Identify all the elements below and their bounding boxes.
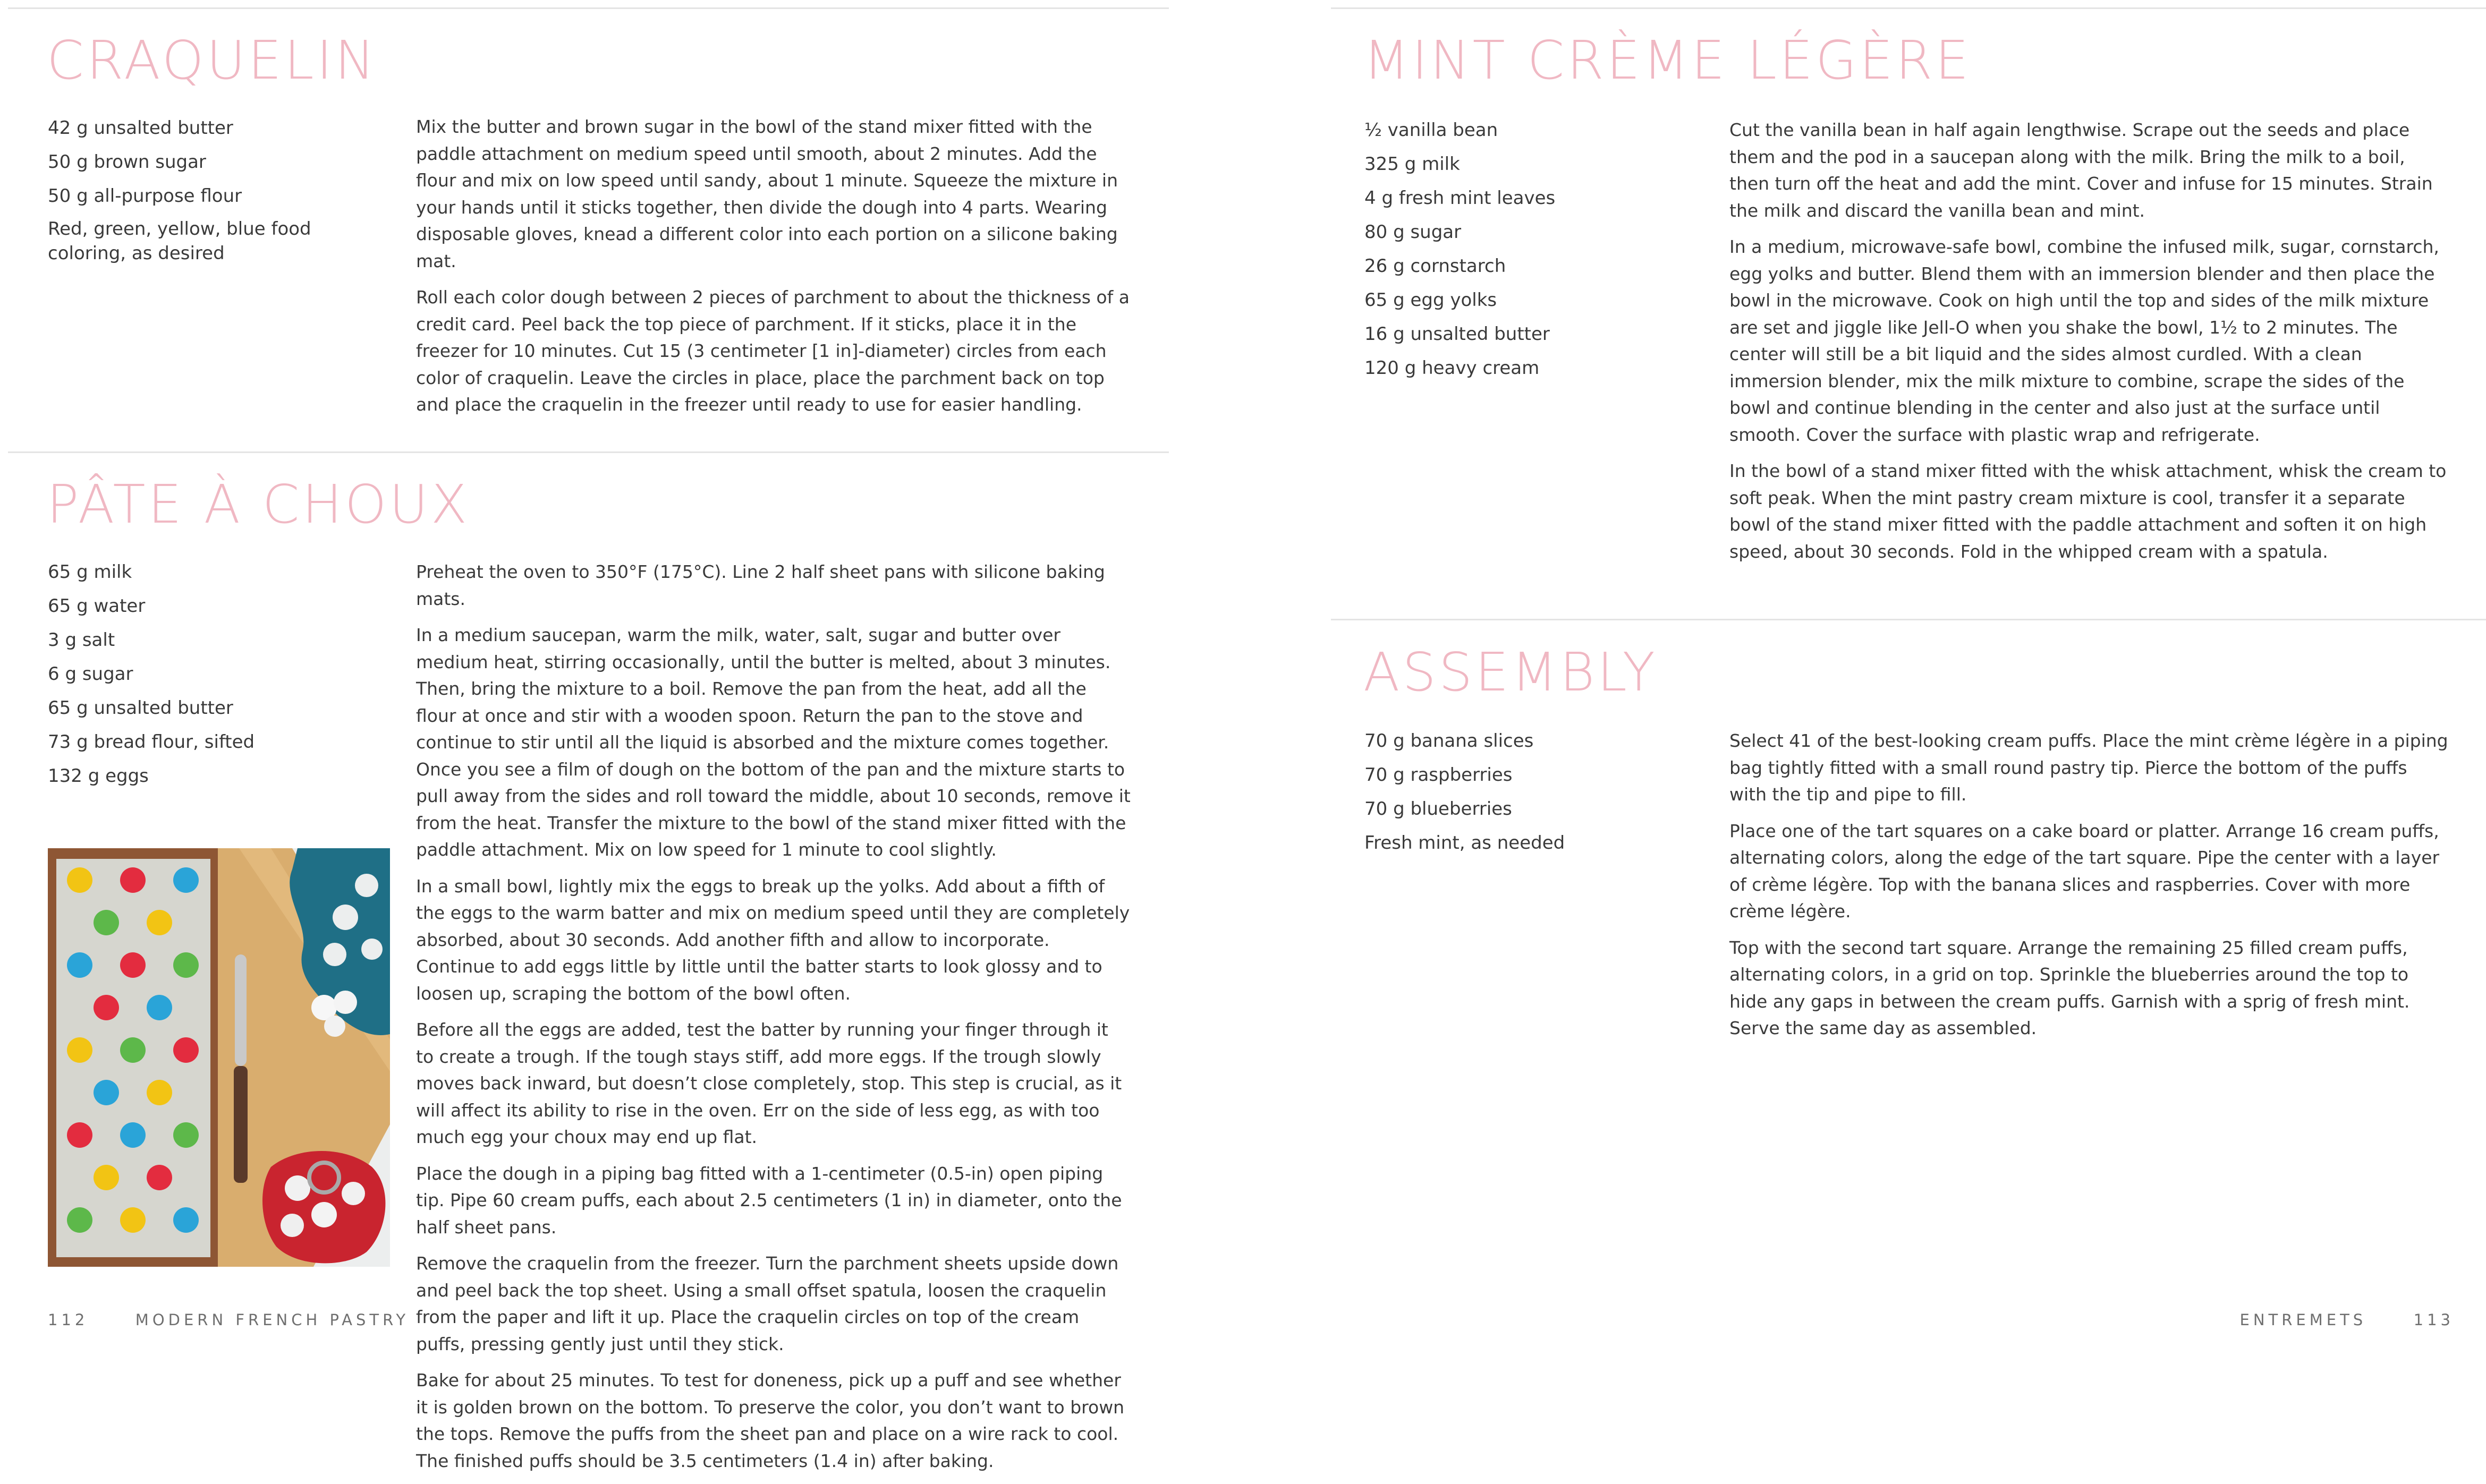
right-folio: [2240, 1311, 2454, 1329]
craquelin-method: [416, 114, 1131, 428]
photo-icon: [48, 848, 390, 1267]
method-paragraph: Place one of the tart squares on a cake board or platter. Arrange 16 cream puffs, alternating colors, along the edge of the tart square. Pipe the center with a layer of crème légère. Top with the banana slices and raspberries. Cover with more crème légère.: [1729, 820, 2440, 922]
method-paragraph: Mix the butter and brown sugar in the bowl of the stand mixer fitted with the paddle attachment on medium speed until smooth, about 2 minutes. Add the flour and mix on low speed until sandy, about 1 minute. Squeeze the mixture in your hands until it sticks together, then divide the dough into 4 parts. Wearing disposable gloves, knead a different color into each portion on a silicone baking mat.: [416, 116, 1118, 271]
ingredient-item: 4 g fresh mint leaves: [1364, 187, 1556, 209]
top-rule: [1331, 7, 2486, 9]
method-paragraph: Roll each color dough between 2 pieces of parchment to about the thickness of a credit card. Peel back the top piece of parchment. If it sticks, place it in the freezer for 10 minutes. Cut 15 (3 centimeter [1 in]-diameter) circles from each color of craquelin. Leave the circles in place, place the parchment back on top and place the craquelin in the freezer until ready to use for easier handling.: [416, 287, 1130, 415]
ingredient-item: 70 g blueberries: [1364, 798, 1512, 820]
right-page: [1323, 0, 2486, 1338]
method-paragraph: Top with the second tart square. Arrange the remaining 25 filled cream puffs, alternating colors, in a grid on top. Sprinkle the blueberries around the top to hide any gaps in between the cream puffs. Garnish with a sprig of fresh mint. Serve the same day as assembled.: [1729, 937, 2410, 1038]
ingredient-item: 50 g all-purpose flour: [48, 185, 242, 207]
ingredient-item: 65 g water: [48, 595, 146, 617]
ingredient-item: 42 g unsalted butter: [48, 117, 233, 139]
assembly-ingredients: [1364, 728, 1694, 864]
ingredient-item: 3 g salt: [48, 629, 115, 651]
ingredient-item: 132 g eggs: [48, 765, 149, 787]
mint-creme-legere-title: MINT CRÈME LÉGÈRE: [1363, 29, 1972, 91]
craquelin-title: CRAQUELIN: [47, 29, 378, 91]
ingredient-item: 65 g egg yolks: [1364, 289, 1497, 311]
mint-creme-method: [1729, 117, 2449, 575]
section-divider: [1331, 619, 2486, 620]
ingredient-item: 80 g sugar: [1364, 221, 1462, 243]
method-paragraph: Select 41 of the best-looking cream puffs. Place the mint crème légère in a piping bag tightly fitted with a small round pastry tip. Pierce the bottom of the puffs with the tip and pipe to fill.: [1729, 730, 2448, 805]
method-paragraph: In a medium, microwave-safe bowl, combine the infused milk, sugar, cornstarch, egg yolks and butter. Blend them with an immersion blender and then place the bowl in the microwave. Cook on high until the top and sides of the milk mixture are set and jiggle like Jell-O when you shake the bowl, 1½ to 2 minutes. The center will still be a bit liquid and the sides almost curdled. With a clean immersion blender, mix the milk mixture to combine, scrape the sides of the bowl and continue blending in the center and also just at the surface until smooth. Cover the surface with plastic wrap and refrigerate.: [1729, 236, 2439, 445]
ingredient-item: 70 g raspberries: [1364, 764, 1513, 786]
method-paragraph: Remove the craquelin from the freezer. Turn the parchment sheets upside down and peel back the top sheet. Using a small offset spatula, loosen the craquelin from the paper and lift it up. Place the craquelin circles on top of the cream puffs, pressing gently just until they stick.: [416, 1253, 1119, 1354]
left-page: [0, 0, 1195, 1471]
ingredient-item: 6 g sugar: [48, 663, 133, 685]
ingredient-item: 120 g heavy cream: [1364, 357, 1540, 379]
assembly-title: ASSEMBLY: [1363, 641, 1658, 703]
section-divider: [8, 451, 1169, 453]
assembly-method: [1729, 728, 2449, 1052]
method-paragraph: In a medium saucepan, warm the milk, water, salt, sugar and butter over medium heat, stirring occasionally, until the butter is melted, about 3 minutes. Then, bring the mixture to a boil. Remove the pan from the heat, add all the flour at once and stir with a wooden spoon. Return the pan to the stove and continue to stir until all the liquid is absorbed and the mixture comes together. Once you see a film of dough on the bottom of the pan and the mixture starts to pull away from the sides and roll toward the middle, about 10 seconds, remove it from the heat. Transfer the mixture to the bowl of the stand mixer fitted with the paddle attachment. Mix on low speed for 1 minute to cool slightly.: [416, 625, 1131, 860]
pate-a-choux-title: PÂTE À CHOUX: [47, 473, 470, 535]
ingredient-item: 26 g cornstarch: [1364, 255, 1506, 277]
pate-a-choux-ingredients: [48, 559, 377, 797]
page-number: 112: [48, 1311, 89, 1329]
method-paragraph: Bake for about 25 minutes. To test for doneness, pick up a puff and see whether it is golden brown on the bottom. To preserve the color, you don’t want to brown the tops. Remove the puffs from the sheet pan and place on a wire rack to cool. The finished puffs should be 3.5 centimeters (1.4 in) after baking.: [416, 1370, 1125, 1471]
ingredient-item: Red, green, yellow, blue food coloring, as desired: [48, 218, 311, 264]
ingredient-item: Fresh mint, as needed: [1364, 832, 1565, 854]
craquelin-ingredients: [48, 115, 377, 273]
section-name: ENTREMETS: [2239, 1311, 2367, 1329]
mint-creme-ingredients: [1364, 117, 1694, 389]
ingredient-item: 16 g unsalted butter: [1364, 323, 1550, 345]
ingredient-item: 65 g milk: [48, 561, 132, 583]
ingredient-item: 325 g milk: [1364, 153, 1460, 175]
method-paragraph: Place the dough in a piping bag fitted with a 1-centimeter (0.5-in) open piping tip. Pipe 60 cream puffs, each about 2.5 centimeters (1 in) in diameter, onto the half sheet pans.: [416, 1163, 1122, 1238]
method-paragraph: In a small bowl, lightly mix the eggs to break up the yolks. Add about a fifth of the eggs to the warm batter and mix on medium speed until they are completely absorbed, about 30 seconds. Add another fifth and allow to incorporate. Continue to add eggs little by little until the batter starts to look glossy and to loosen up, scraping the bottom of the bowl often.: [416, 875, 1130, 1004]
ingredient-item: 50 g brown sugar: [48, 151, 206, 173]
ingredient-item: 73 g bread flour, sifted: [48, 731, 255, 753]
method-paragraph: Preheat the oven to 350°F (175°C). Line 2 half sheet pans with silicone baking mats.: [416, 561, 1105, 609]
method-paragraph: Before all the eggs are added, test the batter by running your finger through it to create a trough. If the tough stays stiff, add more eggs. If the trough slowly moves back inward, but doesn’t close completely, stop. This step is crucial, as it will affect its ability to rise in the oven. Err on the side of less egg, as with too much egg your choux may end up flat.: [416, 1019, 1122, 1147]
ingredient-item: ½ vanilla bean: [1364, 120, 1498, 141]
book-title: MODERN FRENCH PASTRY: [135, 1311, 410, 1329]
craquelin-photo: [48, 848, 390, 1267]
page-number: 113: [2413, 1311, 2454, 1329]
pate-a-choux-method: [416, 559, 1131, 1484]
method-paragraph: In the bowl of a stand mixer fitted with the whisk attachment, whisk the cream to soft peak. When the mint pastry cream mixture is cool, transfer it a separate bowl of the stand mixer fitted with the paddle attachment and soften it on high speed, about 30 seconds. Fold in the whipped cream with a spatula.: [1729, 460, 2447, 562]
top-rule: [8, 7, 1169, 9]
ingredient-item: 65 g unsalted butter: [48, 697, 233, 719]
method-paragraph: Cut the vanilla bean in half again lengthwise. Scrape out the seeds and place them and the pod in a saucepan along with the milk. Bring the milk to a boil, then turn off the heat and add the mint. Cover and infuse for 15 minutes. Strain the milk and discard the vanilla bean and mint.: [1729, 120, 2433, 221]
left-folio: [48, 1311, 409, 1329]
ingredient-item: 70 g banana slices: [1364, 730, 1534, 752]
